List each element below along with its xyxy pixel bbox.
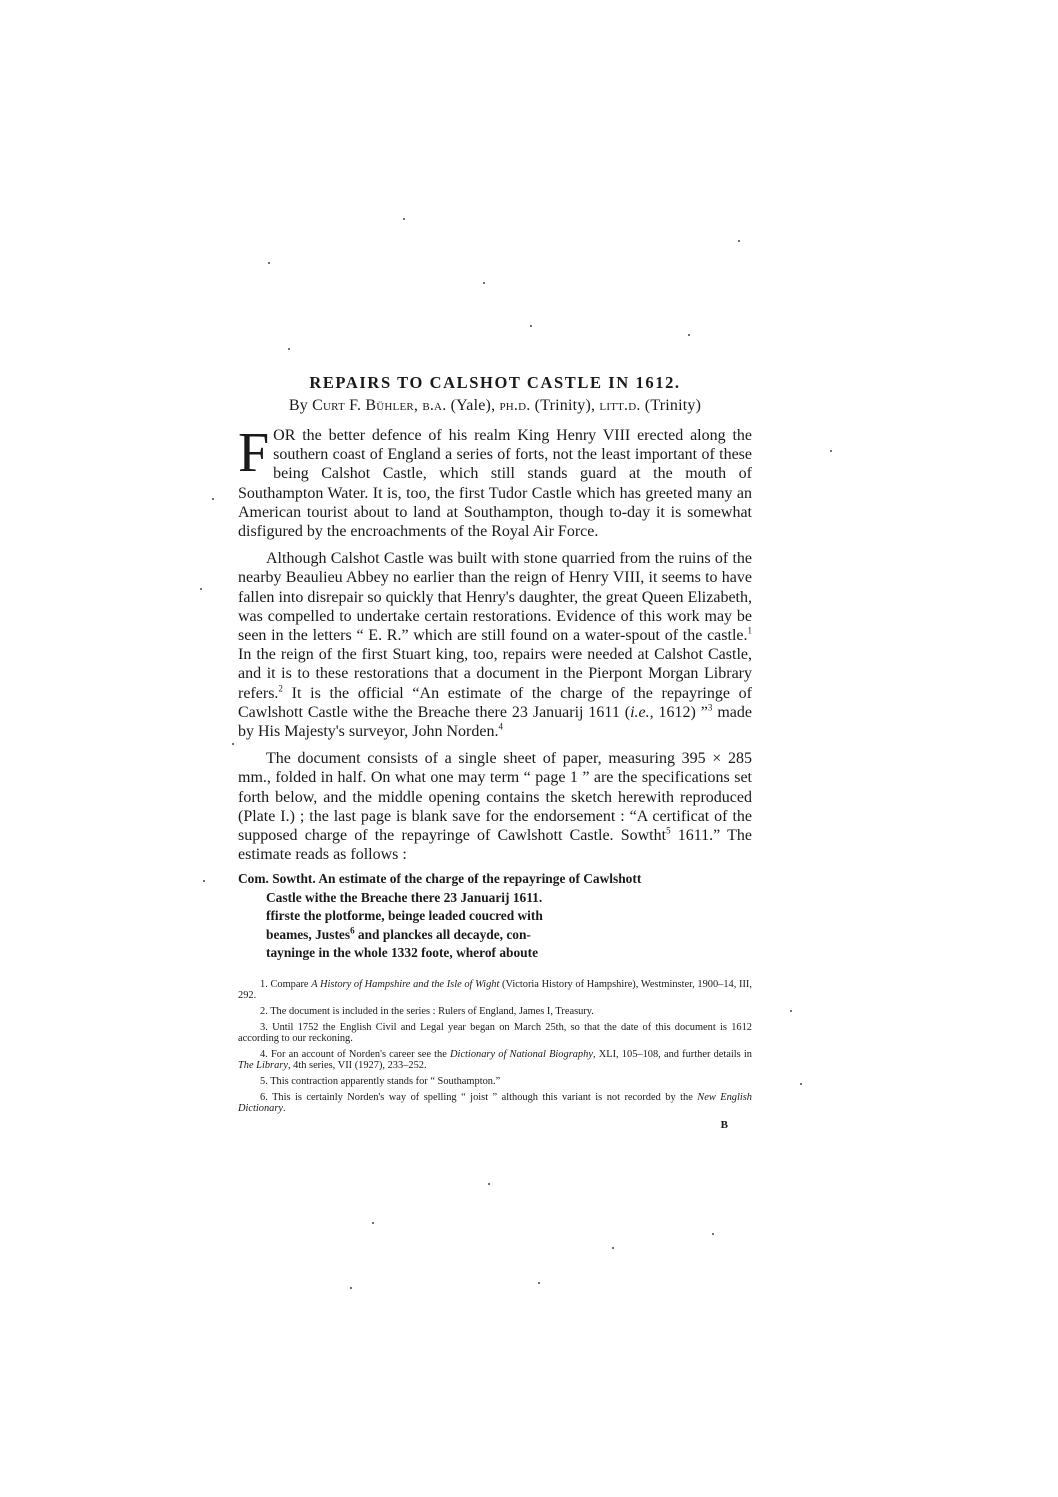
estimate-line: Com. Sowtht. An estimate of the charge of the repayringe of Cawlshott bbox=[238, 871, 642, 887]
footnote-italic: Dictionary of National Biography bbox=[450, 1048, 593, 1060]
degree-littd-institution: (Trinity) bbox=[640, 397, 702, 414]
estimate-text: and planckes all decayde, con- bbox=[354, 926, 531, 942]
estimate-quotation bbox=[238, 870, 752, 962]
degree-phd: ph.d. bbox=[499, 397, 531, 414]
footnote-ref-6: 6 bbox=[350, 925, 355, 936]
speck bbox=[268, 262, 270, 264]
paragraph-2 bbox=[238, 549, 752, 741]
footnote-2: 2. The document is included in the series : Rulers of England, James I, Treasury. bbox=[260, 1005, 594, 1017]
estimate-line: tayninge in the whole 1332 foote, wherof aboute bbox=[266, 945, 539, 961]
footnotes bbox=[238, 979, 752, 1114]
speck bbox=[830, 450, 832, 452]
speck bbox=[232, 743, 234, 745]
footnote-text: 6. This is certainly Norden's way of spelling “ joist ” although this variant is not recorded by the bbox=[260, 1091, 698, 1103]
footnote-5: 5. This contraction apparently stands for “ Southampton.” bbox=[260, 1075, 501, 1087]
estimate-line: ffirste the plotforme, beinge leaded coucred with bbox=[266, 908, 543, 924]
speck bbox=[212, 498, 214, 500]
speck bbox=[790, 1010, 792, 1012]
paragraph-2-text: made by His Majesty's surveyor, John Norden. bbox=[238, 703, 752, 741]
paragraph-2-text: Although Calshot Castle was built with stone quarried from the ruins of the nearby Beaulieu Abbey no earlier than the reign of Henry VIII, it seems to have fallen into disrepair so quickly that Henry's daughter, the great Queen Elizabeth, was compelled to undertake certain restorations. Evidence of this work may be seen in the letters “ E. R.” which are still found on a water-spout of the castle. bbox=[238, 550, 752, 645]
footnote-ref-1: 1 bbox=[747, 625, 752, 636]
signature-mark: B bbox=[720, 1118, 728, 1131]
footnote-italic: New English Dictionary bbox=[238, 1091, 752, 1114]
byline bbox=[238, 394, 752, 418]
author-name: Curt F. Bühler bbox=[312, 397, 414, 414]
paragraph-3-text: The document consists of a single sheet of paper, measuring 395 × 285 mm., folded in half. On what one may term “ page 1 ” are the specifications set forth below, and the middle opening contains the sketch herewith reproduced (Plate I.) ; the last page is blank save for the endorsement : “A certificat of the supposed charge of the repayringe of Cawlshott Castle. Sowtht bbox=[238, 750, 752, 845]
paragraph-1-text: OR the better defence of his realm King Henry VIII erected along the southern coast of England a series of forts, not the least important of these being Calshot Castle, which still stands guard at the mouth of Southampton Water. It is, too, the first Tudor Castle which has greeted many an American tourist about to land at Southampton, though to-day it is somewhat disfigured by the encroachments of the Royal Air Force. bbox=[238, 427, 752, 541]
footnote-ref-5: 5 bbox=[666, 825, 671, 836]
paragraph-2-text: It is the official “An estimate of the charge of the repayringe of Cawlshott Castle withe the Breache there 23 Januarij 1611 ( bbox=[238, 684, 752, 721]
footnote-text: , XLI, 105–108, and further details in bbox=[592, 1048, 752, 1060]
speck bbox=[200, 588, 202, 590]
speck bbox=[203, 880, 205, 882]
footnote-number: 1. bbox=[260, 978, 268, 990]
footnote-6 bbox=[238, 1092, 752, 1114]
footnote-1 bbox=[238, 979, 752, 1001]
degree-ba-institution: (Yale), bbox=[446, 397, 500, 414]
speck bbox=[530, 325, 532, 327]
footnote-italic: The Library bbox=[238, 1059, 288, 1071]
footnote-ref-3: 3 bbox=[707, 702, 713, 713]
speck bbox=[372, 1222, 374, 1224]
footnote-4 bbox=[238, 1049, 752, 1071]
speck bbox=[538, 1282, 540, 1284]
degree-phd-institution: (Trinity), bbox=[530, 397, 600, 414]
footnote-text: 4. For an account of Norden's career see the bbox=[260, 1048, 451, 1060]
paragraph-2-italic: i.e. bbox=[630, 703, 650, 721]
speck bbox=[350, 1287, 352, 1289]
footnote-3: 3. Until 1752 the English Civil and Legal year began on March 25th, so that the date of this document is 1612 according to our reckoning. bbox=[238, 1021, 752, 1044]
speck bbox=[612, 1247, 614, 1249]
speck bbox=[738, 240, 740, 242]
paragraph-2-text: In the reign of the first Stuart king, too, repairs were needed at Calshot Castle, and it is to these restorations that a document in the Pierpont Morgan Library refers. bbox=[238, 646, 752, 702]
estimate-text: beames, Justes bbox=[266, 926, 351, 942]
footnote-ref-2: 2 bbox=[278, 683, 283, 694]
speck bbox=[688, 334, 690, 336]
paragraph-3 bbox=[238, 749, 752, 864]
paragraph-2-text: , 1612) ” bbox=[649, 703, 708, 721]
drop-cap: F bbox=[238, 422, 270, 484]
paragraph-3-text: 1611.” The estimate reads as follows : bbox=[238, 827, 753, 864]
speck bbox=[403, 218, 405, 220]
degree-littd: litt.d. bbox=[599, 397, 641, 414]
footnote-text: . bbox=[283, 1102, 286, 1114]
footnote-text: Compare bbox=[267, 978, 312, 990]
article-title: REPAIRS TO CALSHOT CASTLE IN 1612. bbox=[309, 373, 681, 392]
speck bbox=[712, 1233, 714, 1235]
footnote-italic: A History of Hampshire and the Isle of Wight bbox=[311, 978, 500, 990]
estimate-line bbox=[238, 926, 752, 944]
speck bbox=[800, 1083, 802, 1085]
estimate-line: Castle withe the Breache there 23 Januarij 1611. bbox=[266, 889, 543, 905]
footnote-ref-4: 4 bbox=[498, 721, 503, 732]
speck bbox=[288, 348, 290, 350]
article bbox=[238, 372, 752, 1131]
footnote-text: , 4th series, VII (1927), 233–252. bbox=[287, 1059, 427, 1071]
speck bbox=[483, 282, 485, 284]
footnote-text: (Victoria History of Hampshire), Westminster, 1900–14, III, 292. bbox=[238, 978, 752, 1001]
byline-prefix: By bbox=[288, 397, 313, 414]
speck bbox=[488, 1183, 490, 1185]
paragraph-1 bbox=[238, 422, 752, 541]
degree-ba: , b.a. bbox=[413, 397, 447, 414]
